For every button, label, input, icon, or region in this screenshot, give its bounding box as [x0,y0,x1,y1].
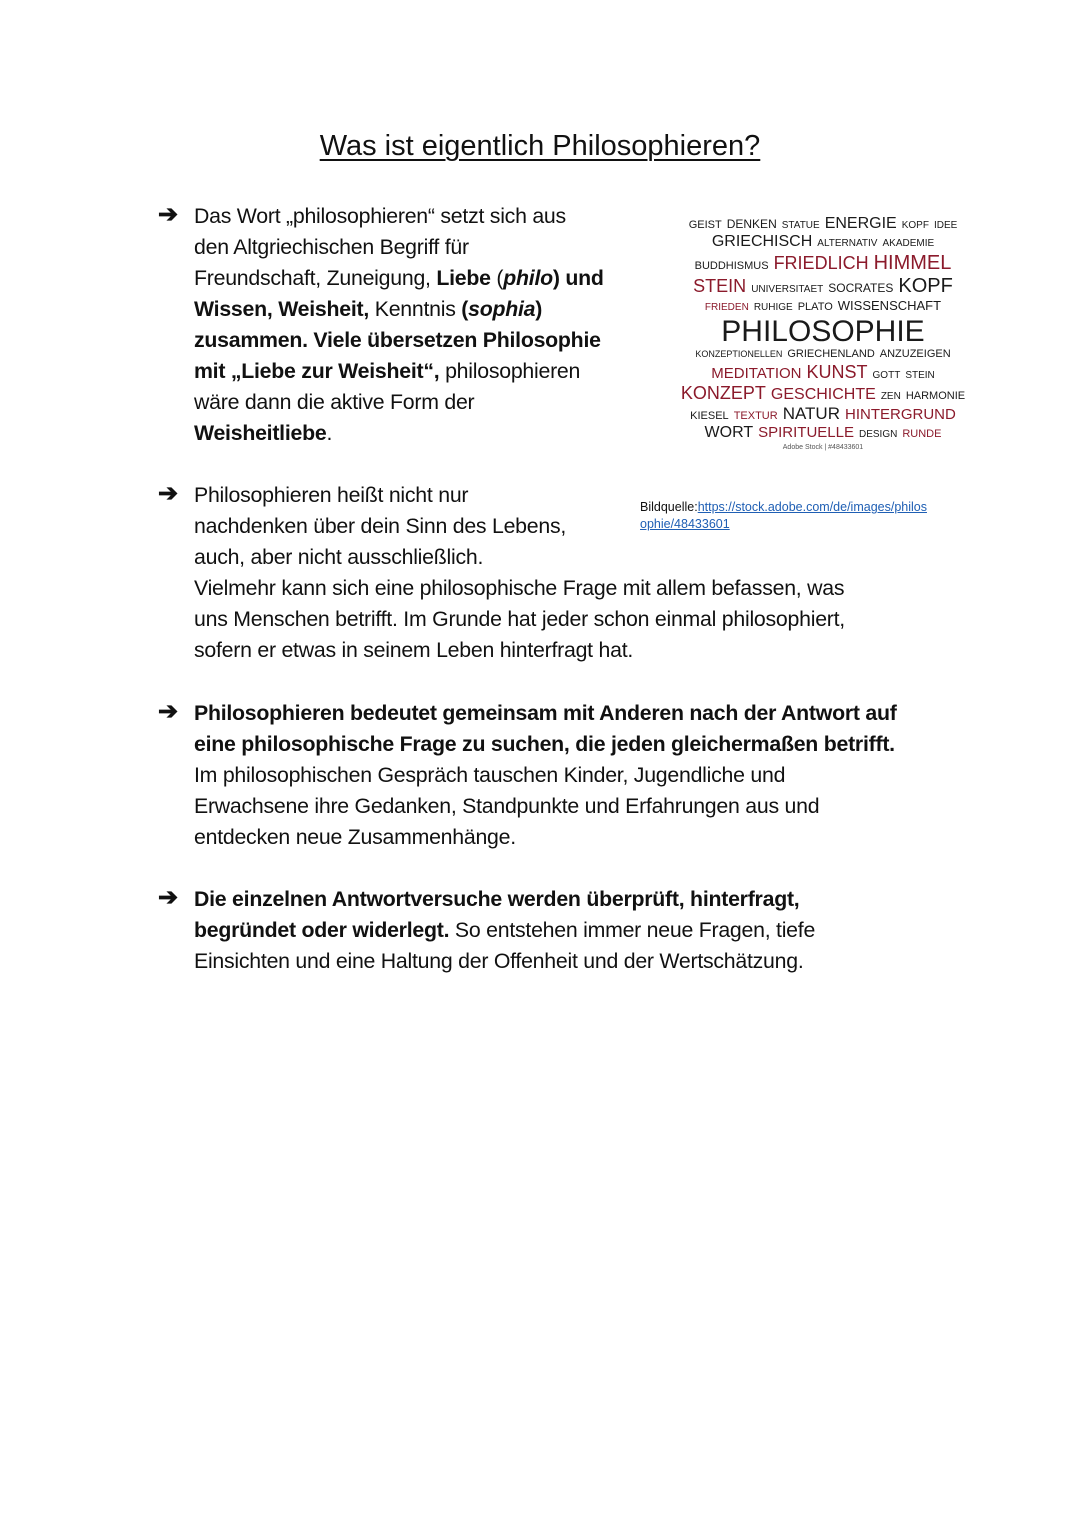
text-segment: Wissen, Weisheit, [194,297,375,321]
text-segment: ) [535,297,543,321]
word-cloud-word: SPIRITUELLE [758,424,854,442]
word-cloud-word: GESCHICHTE [770,385,876,403]
text-segment: mit „Liebe zur Weisheit“, [194,359,440,383]
caption-label: Bildquelle: [640,500,698,514]
paragraph-1-line [194,234,469,260]
word-cloud-word: RUNDE [902,428,942,441]
word-cloud-word: DESIGN [859,429,898,441]
text-segment: nachdenken über dein Sinn des Lebens, [194,514,567,538]
word-cloud-word: SOCRATES [828,281,894,296]
arrow-bullet-icon: ➔ [158,480,179,507]
text-segment: ) und [552,266,604,290]
paragraph-2-line [194,575,844,601]
word-cloud-word: DENKEN [726,216,777,231]
word-cloud-word: GRIECHISCH [711,233,813,251]
image-caption [640,499,980,533]
paragraph-1-line [194,358,580,384]
paragraph-1-line [194,265,604,291]
text-segment: Die einzelnen Antwortversuche werden überprüft, hinterfragt, [194,887,800,911]
text-segment: ( [490,266,504,290]
text-segment: ( [461,297,469,321]
link-line-2: ophie/48433601 [640,517,730,531]
text-segment: Das Wort „philosophieren“ setzt sich aus [194,204,566,228]
paragraph-1-line [194,389,474,415]
philosophy-word-cloud-image [676,180,970,488]
paragraph-2-line [194,544,483,570]
word-cloud-word: AKADEMIE [882,238,935,250]
text-segment: Liebe [436,266,491,290]
text-segment: Erwachsene ihre Gedanken, Standpunkte und Erfahrungen aus und [194,794,820,818]
paragraph-3-line [194,700,897,726]
word-cloud-word: ALTERNATIV [817,238,878,250]
text-segment: sophia [468,297,536,321]
text-segment: Freundschaft, Zuneigung, [194,266,437,290]
paragraph-1-line [194,296,542,322]
text-segment: Philosophieren bedeutet gemeinsam mit Anderen nach der Antwort auf [194,701,897,725]
paragraph-2-line [194,606,845,632]
word-cloud-word: STATUE [781,219,820,231]
word-cloud-word: STEIN [693,276,747,297]
paragraph-2-line [194,482,468,508]
word-cloud-word: ZEN [880,390,901,402]
word-cloud-word: HINTERGRUND [844,406,956,424]
text-segment: zusammen. Viele übersetzen Philosophie [194,328,601,352]
word-cloud-word: GEIST [688,218,722,231]
page-title: Was ist eigentlich Philosophieren? [319,130,761,162]
text-segment: Im philosophischen Gespräch tauschen Kinder, Jugendliche und [194,763,786,787]
text-segment: So entstehen immer neue Fragen, tiefe [449,918,816,942]
word-cloud-word: GRIECHENLAND [787,348,875,361]
text-segment: uns Menschen betrifft. Im Grunde hat jeder schon einmal philosophiert, [194,607,845,631]
word-cloud-word: PLATO [797,301,833,314]
word-cloud-word: TEXTUR [733,410,778,423]
word-cloud-word: HARMONIE [905,389,966,402]
text-segment: den Altgriechischen Begriff für [194,235,469,259]
paragraph-1-line [194,327,601,353]
arrow-bullet-icon: ➔ [158,884,179,911]
paragraph-1-line [194,203,566,229]
word-cloud-word: ANZUZEIGEN [879,348,951,361]
paragraph-3-line [194,824,516,850]
word-cloud-word: PHILOSOPHIE [721,314,925,348]
text-segment: eine philosophische Frage zu suchen, die jeden gleichermaßen betrifft. [194,732,895,756]
text-segment: entdecken neue Zusammenhänge. [194,825,516,849]
word-cloud-word: KIESEL [690,410,729,423]
word-cloud-word: IDEE [933,219,958,231]
word-cloud-word: STEIN [905,369,935,381]
word-cloud-word: NATUR [782,404,840,424]
word-cloud-word: UNIVERSITAET [751,284,824,296]
word-cloud-word: GOTT [872,369,901,381]
word-cloud-word: KUNST [806,361,868,382]
paragraph-3-line [194,731,895,757]
text-segment: philosophieren [439,359,581,383]
word-cloud-word: KONZEPTIONELLEN [695,349,783,360]
word-cloud-word: RUHIGE [753,302,793,314]
text-segment: Weisheitliebe [194,421,327,445]
watermark-text: Adobe Stock | #48433601 [782,444,864,452]
word-cloud-word: KOPF [901,219,929,231]
text-segment: Einsichten und eine Haltung der Offenheit und der Wertschätzung. [194,949,804,973]
word-cloud-word: FRIEDEN [704,302,749,314]
word-cloud-word: MEDITATION [711,364,802,382]
text-segment: sofern er etwas in seinem Leben hinterfragt hat. [194,638,634,662]
text-segment: Kenntnis [374,297,462,321]
text-segment: begründet oder widerlegt. [194,918,450,942]
paragraph-3-line [194,762,785,788]
text-segment: . [326,421,333,445]
word-cloud-word: KONZEPT [680,382,766,403]
text-segment: Philosophieren heißt nicht nur [194,483,469,507]
text-segment: wäre dann die aktive Form der [194,390,475,414]
word-cloud-word: ENERGIE [824,214,897,232]
word-cloud-word: KOPF [898,275,953,298]
text-segment: auch, aber nicht ausschließlich. [194,545,484,569]
word-cloud-word: WISSENSCHAFT [837,298,942,314]
text-segment: Vielmehr kann sich eine philosophische Frage mit allem befassen, was [194,576,845,600]
paragraph-3-line [194,793,819,819]
word-cloud-word: FRIEDLICH [773,253,869,274]
paragraph-1-line [194,420,332,446]
paragraph-4-line [194,917,815,943]
word-cloud-word: WORT [704,424,754,442]
word-cloud-word: HIMMEL [873,252,952,275]
arrow-bullet-icon: ➔ [158,201,179,228]
arrow-bullet-icon: ➔ [158,698,179,725]
paragraph-4-line [194,886,799,912]
text-segment: philo [503,266,553,290]
paragraph-4-line [194,948,804,974]
link-line-1: https://stock.adobe.com/de/images/philos [697,500,927,514]
paragraph-2-line [194,513,566,539]
paragraph-2-line [194,637,633,663]
word-cloud-word: BUDDHISMUS [694,260,769,273]
